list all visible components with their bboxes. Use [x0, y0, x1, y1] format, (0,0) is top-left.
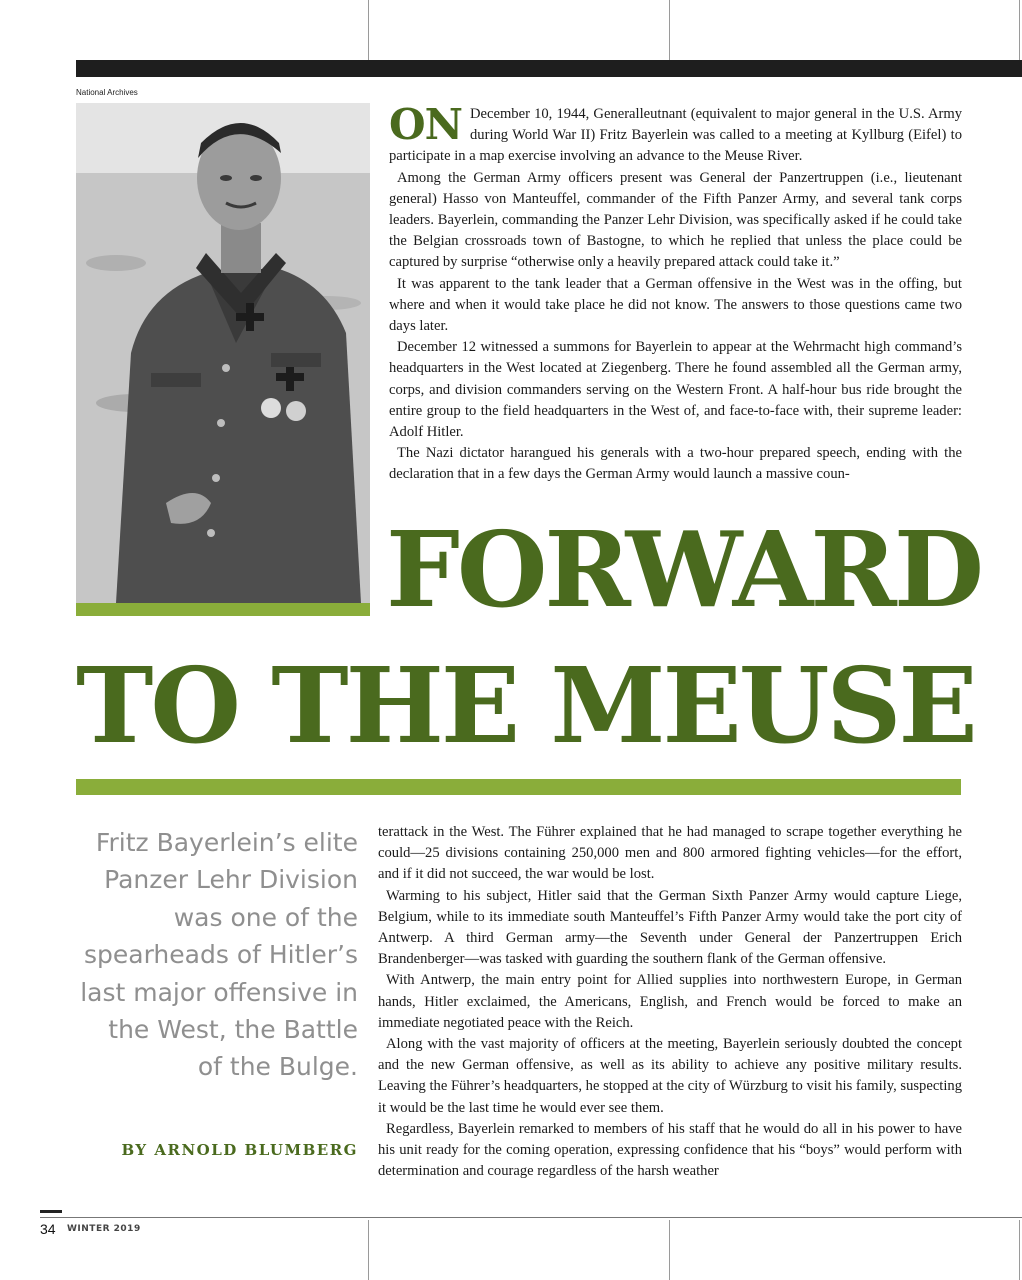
crop-mark: [669, 0, 670, 60]
paragraph: terattack in the West. The Führer explained that he had managed to scrape together everything he could—25 divisions containing 250,000 men and 800 armored fighting vehicles—for the effort, and if it did not succeed, the war would be lost.: [378, 824, 962, 883]
crop-mark: [1019, 0, 1020, 60]
crop-mark: [669, 1220, 670, 1280]
paragraph: It was apparent to the tank leader that a German offensive in the West was in the offing, but where and when it would take place he did not know. The answers to those questions came two days later.: [389, 275, 962, 335]
article-column-top: [389, 100, 962, 486]
paragraph: December 12 witnessed a summons for Bayerlein to appear at the Wehrmacht high command’s headquarters in the West located at Ziegenberg. There he found assembled all the German army, corps, and division commanders serving on the Western Front. A half-hour bus ride brought the entire group to the field headquarters in the West of, and face-to-face with, their supreme leader: Adolf Hitler.: [389, 339, 962, 441]
footer-rule: [40, 1217, 1022, 1218]
page-number: 34: [40, 1221, 56, 1237]
paragraph: Regardless, Bayerlein remarked to members of his staff that he would do all in his power to have his unit ready for the coming operation, expressing confidence that his “boys” would perform with determination and courage regardless of the harsh weather: [378, 1120, 962, 1180]
top-rule-bar: [76, 60, 1022, 77]
byline: BY ARNOLD BLUMBERG: [121, 1141, 358, 1159]
headline-line-1: FORWARD: [386, 508, 982, 631]
folio-marker: [40, 1210, 62, 1213]
deck-subtitle: Fritz Bayerlein’s elite Panzer Lehr Division was one of the spearheads of Hitler’s last major offensive in the West, the Battle of the Bulge.: [80, 828, 358, 1082]
paragraph: Warming to his subject, Hitler said that the German Sixth Panzer Army would capture Liege, Belgium, while to its immediate south Manteuffel’s Fifth Panzer Army would take the port city of Antwerp. A third German army—the Seventh under General der Panzertruppen Erich Brandenberger—was tasked with guarding the southern flank of the German offensive.: [378, 887, 962, 968]
paragraph: The Nazi dictator harangued his generals with a two-hour prepared speech, ending with the declaration that in a few days the German Army would launch a massive coun-: [389, 445, 962, 483]
crop-mark: [368, 1220, 369, 1280]
paragraph: Along with the vast majority of officers at the meeting, Bayerlein seriously doubted the concept and the new German offensive, as well as its ability to achieve any positive military results. Leaving the Führer’s headquarters, he stopped at the city of Würzburg to visit his family, suspecting it would be the last time he would ever see them.: [378, 1036, 962, 1116]
photo-accent-bar: [76, 603, 370, 616]
paragraph: With Antwerp, the main entry point for Allied supplies into northwestern Europe, in German hands, Hitler exclaimed, the Americans, English, and French would be forced to make an immediate negotiated peace with the Reich.: [378, 972, 962, 1031]
paragraph: [389, 100, 962, 168]
officer-portrait-photo: [76, 103, 370, 603]
headline-line-2: TO THE MEUSE: [76, 644, 975, 767]
drop-cap: ON: [389, 100, 462, 149]
article-column-bottom: [378, 822, 962, 1182]
crop-mark: [1019, 1220, 1020, 1280]
paragraph: Among the German Army officers present was General der Panzertruppen (i.e., lieutenant general) Hasso von Manteuffel, commander of the Fifth Panzer Army, and several tank corps leaders. Bayerlein, commanding the Panzer Lehr Division, was specifically asked if he could take the Belgian crossroads town of Bastogne, to which he replied that unless the place could be captured by surprise “otherwise only a heavily prepared attack could take it.”: [389, 169, 962, 271]
headline-accent-bar: [76, 779, 961, 795]
issue-label: WINTER 2019: [67, 1224, 141, 1234]
lead-paragraph-text: December 10, 1944, Generalleutnant (equivalent to major general in the U.S. Army during World War II) Fritz Bayerlein was called to a meeting at Kyllburg (Eifel) to participate in a map exercise involving an advance to the Meuse River.: [389, 106, 962, 165]
photo-credit: National Archives: [76, 88, 138, 97]
crop-mark: [368, 0, 369, 60]
